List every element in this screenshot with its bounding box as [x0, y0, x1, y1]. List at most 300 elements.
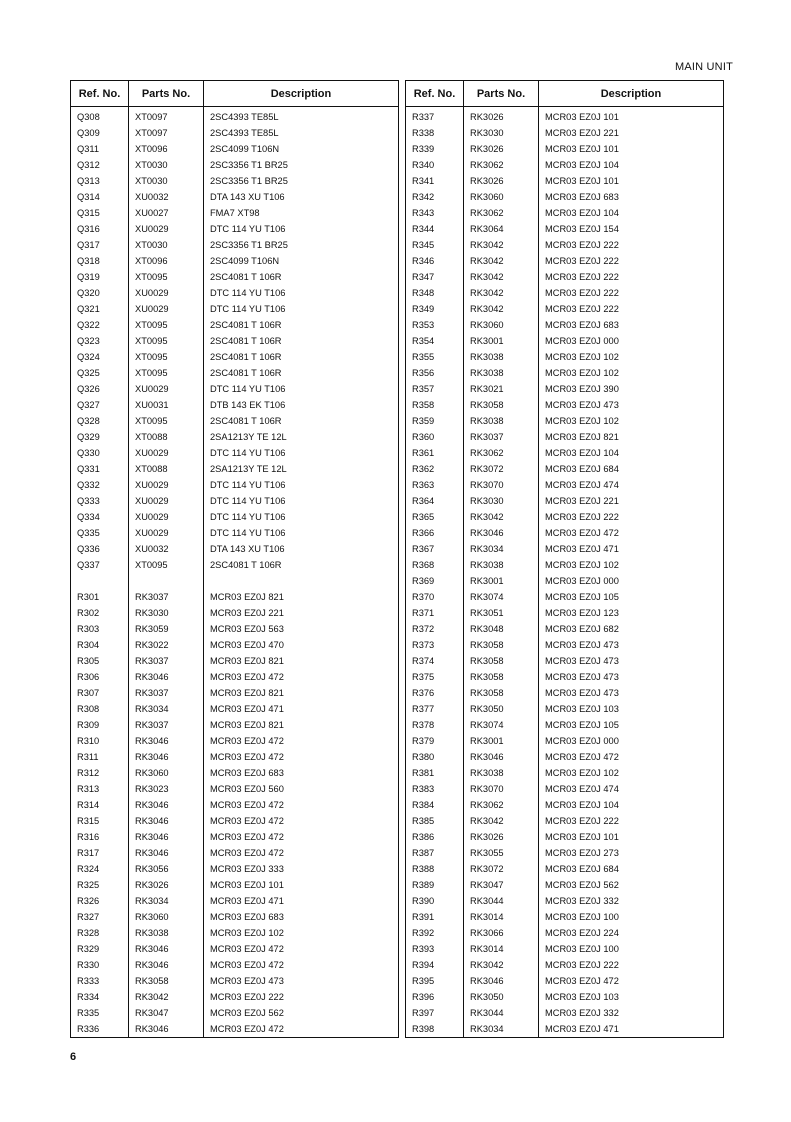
- ref-no-cell: R359: [412, 416, 435, 426]
- description-cell: MCR03 EZ0J 101: [539, 141, 724, 157]
- description-cell: MCR03 EZ0J 222: [539, 269, 724, 285]
- description-cell: MCR03 EZ0J 222: [539, 253, 724, 269]
- description-cell: MCR03 EZ0J 472: [204, 797, 399, 813]
- parts-no-cell: RK3021: [464, 381, 539, 397]
- ref-no-cell: Q315: [77, 208, 100, 218]
- description-cell: MCR03 EZ0J 472: [204, 733, 399, 749]
- parts-no-cell: RK3042: [464, 269, 539, 285]
- table-row: [71, 669, 399, 685]
- table-row: [71, 685, 399, 701]
- ref-no-cell: R385: [412, 816, 435, 826]
- parts-no-cell: XT0095: [129, 317, 204, 333]
- ref-no-cell: R361: [412, 448, 435, 458]
- parts-no-cell: RK3056: [129, 861, 204, 877]
- ref-no-cell: R302: [77, 608, 100, 618]
- table-row: [406, 941, 724, 957]
- parts-no-cell: RK3037: [464, 429, 539, 445]
- table-row: [406, 925, 724, 941]
- ref-no-cell: Q311: [77, 144, 100, 154]
- table-row: [406, 381, 724, 397]
- parts-no-cell: XU0029: [129, 221, 204, 237]
- parts-no-cell: RK3042: [464, 285, 539, 301]
- parts-no-cell: RK3064: [464, 221, 539, 237]
- ref-no-cell: R369: [412, 576, 435, 586]
- description-cell: 2SC3356 T1 BR25: [204, 237, 399, 253]
- description-cell: MCR03 EZ0J 332: [539, 893, 724, 909]
- parts-no-cell: XT0096: [129, 141, 204, 157]
- parts-no-cell: RK3072: [464, 861, 539, 877]
- parts-no-cell: RK3050: [464, 989, 539, 1005]
- parts-no-cell: RK3046: [129, 941, 204, 957]
- table-row: [406, 1021, 724, 1038]
- parts-no-cell: RK3038: [464, 349, 539, 365]
- description-cell: MCR03 EZ0J 100: [539, 941, 724, 957]
- parts-no-cell: XT0088: [129, 429, 204, 445]
- description-cell: 2SC4081 T 106R: [204, 269, 399, 285]
- description-cell: MCR03 EZ0J 821: [204, 717, 399, 733]
- parts-no-cell: RK3046: [464, 749, 539, 765]
- ref-no-cell: Q336: [77, 544, 100, 554]
- ref-no-cell: R338: [412, 128, 435, 138]
- ref-no-cell: R305: [77, 656, 100, 666]
- parts-no-cell: RK3034: [129, 701, 204, 717]
- description-cell: MCR03 EZ0J 472: [204, 957, 399, 973]
- description-cell: DTC 114 YU T106: [204, 477, 399, 493]
- description-header: Description: [204, 81, 399, 107]
- description-cell: MCR03 EZ0J 222: [204, 989, 399, 1005]
- table-row: [71, 381, 399, 397]
- description-cell: MCR03 EZ0J 222: [539, 285, 724, 301]
- parts-no-cell: RK3060: [129, 765, 204, 781]
- ref-no-cell: R397: [412, 1008, 435, 1018]
- ref-no-cell: R303: [77, 624, 100, 634]
- ref-no-cell: R365: [412, 512, 435, 522]
- table-row: [406, 877, 724, 893]
- parts-no-cell: RK3014: [464, 909, 539, 925]
- table-row: [406, 589, 724, 605]
- ref-no-cell: R362: [412, 464, 435, 474]
- ref-no-cell: R357: [412, 384, 435, 394]
- description-cell: MCR03 EZ0J 105: [539, 589, 724, 605]
- parts-no-cell: RK3044: [464, 1005, 539, 1021]
- parts-table-right: [405, 80, 724, 1038]
- ref-no-cell: R340: [412, 160, 435, 170]
- ref-no-cell: R301: [77, 592, 100, 602]
- parts-no-cell: RK3046: [129, 733, 204, 749]
- description-cell: DTC 114 YU T106: [204, 221, 399, 237]
- table-row: [406, 301, 724, 317]
- parts-no-cell: RK3048: [464, 621, 539, 637]
- ref-no-cell: Q313: [77, 176, 100, 186]
- table-row: [71, 445, 399, 461]
- ref-no-cell: R326: [77, 896, 100, 906]
- table-row: [71, 845, 399, 861]
- ref-no-cell: R306: [77, 672, 100, 682]
- description-cell: MCR03 EZ0J 563: [204, 621, 399, 637]
- description-cell: 2SC4081 T 106R: [204, 333, 399, 349]
- ref-no-cell: R336: [77, 1024, 100, 1034]
- parts-no-cell: RK3026: [464, 107, 539, 126]
- parts-no-cell: RK3030: [464, 493, 539, 509]
- parts-no-cell: XU0029: [129, 381, 204, 397]
- description-cell: FMA7 XT98: [204, 205, 399, 221]
- description-cell: 2SC4393 TE85L: [204, 107, 399, 126]
- table-row: [406, 365, 724, 381]
- table-row: [406, 333, 724, 349]
- ref-no-cell: R363: [412, 480, 435, 490]
- table-row: [406, 605, 724, 621]
- parts-no-cell: XU0031: [129, 397, 204, 413]
- ref-no-cell: R325: [77, 880, 100, 890]
- description-cell: MCR03 EZ0J 683: [204, 765, 399, 781]
- ref-no-cell: R390: [412, 896, 435, 906]
- table-header-row: [406, 81, 724, 107]
- table-row: [71, 349, 399, 365]
- ref-no-cell: Q309: [77, 128, 100, 138]
- table-row: [71, 813, 399, 829]
- ref-no-cell: R372: [412, 624, 435, 634]
- table-row: [71, 973, 399, 989]
- ref-no-cell: R341: [412, 176, 435, 186]
- ref-no-cell: Q328: [77, 416, 100, 426]
- parts-no-cell: RK3022: [129, 637, 204, 653]
- table-row: [406, 541, 724, 557]
- description-cell: DTC 114 YU T106: [204, 493, 399, 509]
- description-cell: MCR03 EZ0J 472: [204, 1021, 399, 1038]
- table-row: [406, 893, 724, 909]
- parts-no-cell: RK3060: [464, 189, 539, 205]
- ref-no-cell: R366: [412, 528, 435, 538]
- parts-no-cell: XT0095: [129, 333, 204, 349]
- description-cell: MCR03 EZ0J 684: [539, 861, 724, 877]
- ref-no-cell: Q314: [77, 192, 100, 202]
- ref-no-cell: R394: [412, 960, 435, 970]
- ref-no-cell: [71, 573, 129, 589]
- description-cell: MCR03 EZ0J 471: [204, 893, 399, 909]
- ref-no-cell: R330: [77, 960, 100, 970]
- parts-no-cell: RK3030: [129, 605, 204, 621]
- table-row: [71, 621, 399, 637]
- parts-table-left: [70, 80, 399, 1038]
- ref-no-cell: Q308: [77, 112, 100, 122]
- table-row: [71, 365, 399, 381]
- ref-no-cell: R314: [77, 800, 100, 810]
- parts-no-cell: XU0027: [129, 205, 204, 221]
- description-cell: MCR03 EZ0J 101: [204, 877, 399, 893]
- ref-no-cell: Q330: [77, 448, 100, 458]
- table-row: [71, 589, 399, 605]
- table-row: [71, 781, 399, 797]
- section-label: MAIN UNIT: [674, 61, 733, 73]
- description-cell: DTC 114 YU T106: [204, 445, 399, 461]
- parts-no-cell: XU0029: [129, 301, 204, 317]
- parts-no-cell: RK3046: [129, 797, 204, 813]
- ref-no-cell: R355: [412, 352, 435, 362]
- description-cell: MCR03 EZ0J 154: [539, 221, 724, 237]
- table-row: [406, 781, 724, 797]
- ref-no-cell: R353: [412, 320, 435, 330]
- ref-no-cell: Q326: [77, 384, 100, 394]
- description-cell: MCR03 EZ0J 473: [539, 653, 724, 669]
- description-cell: MCR03 EZ0J 472: [204, 845, 399, 861]
- ref-no-cell: R311: [77, 752, 99, 762]
- parts-no-cell: RK3038: [464, 557, 539, 573]
- table-row: [71, 173, 399, 189]
- table-row: [406, 829, 724, 845]
- parts-no-cell: XT0095: [129, 557, 204, 573]
- ref-no-cell: Q334: [77, 512, 100, 522]
- description-cell: MCR03 EZ0J 102: [539, 413, 724, 429]
- table-row: [406, 317, 724, 333]
- description-cell: MCR03 EZ0J 103: [539, 989, 724, 1005]
- table-row: [406, 573, 724, 589]
- description-cell: DTA 143 XU T106: [204, 541, 399, 557]
- ref-no-cell: Q333: [77, 496, 100, 506]
- parts-no-cell: RK3014: [464, 941, 539, 957]
- ref-no-cell: R342: [412, 192, 435, 202]
- description-cell: MCR03 EZ0J 821: [539, 429, 724, 445]
- parts-no-cell: XT0030: [129, 237, 204, 253]
- description-cell: MCR03 EZ0J 000: [539, 733, 724, 749]
- description-cell: DTB 143 EK T106: [204, 397, 399, 413]
- description-cell: MCR03 EZ0J 222: [539, 813, 724, 829]
- parts-no-cell: XU0029: [129, 445, 204, 461]
- description-cell: MCR03 EZ0J 471: [539, 1021, 724, 1038]
- table-row: [406, 989, 724, 1005]
- table-row: [406, 957, 724, 973]
- table-row: [406, 909, 724, 925]
- table-row: [406, 269, 724, 285]
- table-row: [406, 125, 724, 141]
- description-cell: MCR03 EZ0J 273: [539, 845, 724, 861]
- parts-no-cell: RK3046: [129, 813, 204, 829]
- ref-no-cell: Q322: [77, 320, 100, 330]
- table-row: [406, 845, 724, 861]
- parts-no-cell: XU0029: [129, 509, 204, 525]
- parts-no-cell: XT0097: [129, 125, 204, 141]
- description-cell: MCR03 EZ0J 821: [204, 589, 399, 605]
- parts-no-cell: XT0088: [129, 461, 204, 477]
- table-row: [71, 237, 399, 253]
- ref-no-cell: R395: [412, 976, 435, 986]
- description-cell: MCR03 EZ0J 333: [204, 861, 399, 877]
- table-row: [406, 749, 724, 765]
- table-row: [406, 557, 724, 573]
- parts-no-cell: XT0030: [129, 173, 204, 189]
- parts-no-cell: RK3030: [464, 125, 539, 141]
- ref-no-cell: R339: [412, 144, 435, 154]
- description-cell: MCR03 EZ0J 473: [539, 685, 724, 701]
- table-row: [406, 861, 724, 877]
- description-cell: MCR03 EZ0J 101: [539, 107, 724, 126]
- ref-no-cell: R334: [77, 992, 100, 1002]
- table-row: [406, 1005, 724, 1021]
- ref-no-cell: Q332: [77, 480, 100, 490]
- parts-no-cell: XU0029: [129, 477, 204, 493]
- description-cell: MCR03 EZ0J 332: [539, 1005, 724, 1021]
- description-cell: MCR03 EZ0J 472: [204, 749, 399, 765]
- description-cell: 2SC3356 T1 BR25: [204, 173, 399, 189]
- table-row: [406, 973, 724, 989]
- parts-no-cell: RK3058: [464, 653, 539, 669]
- table-row: [71, 701, 399, 717]
- parts-no-cell: XU0029: [129, 525, 204, 541]
- parts-no-cell: RK3001: [464, 333, 539, 349]
- parts-no-cell: RK3058: [129, 973, 204, 989]
- description-cell: 2SC4099 T106N: [204, 253, 399, 269]
- ref-no-cell: R389: [412, 880, 435, 890]
- parts-no-cell: RK3060: [129, 909, 204, 925]
- description-cell: MCR03 EZ0J 472: [539, 973, 724, 989]
- table-row: [71, 141, 399, 157]
- ref-no-cell: R370: [412, 592, 435, 602]
- parts-no-cell: RK3046: [129, 957, 204, 973]
- parts-no-cell: RK3058: [464, 397, 539, 413]
- table-row: [71, 957, 399, 973]
- table-row: [71, 461, 399, 477]
- ref-no-cell: R373: [412, 640, 435, 650]
- ref-no-cell: Q329: [77, 432, 100, 442]
- parts-no-cell: RK3034: [129, 893, 204, 909]
- ref-no-header: Ref. No.: [406, 81, 464, 107]
- table-row: [71, 317, 399, 333]
- parts-no-cell: [129, 573, 204, 589]
- table-row: [71, 797, 399, 813]
- parts-no-cell: XT0095: [129, 413, 204, 429]
- parts-no-cell: RK3026: [464, 173, 539, 189]
- parts-no-cell: RK3001: [464, 573, 539, 589]
- table-row: [71, 765, 399, 781]
- parts-no-cell: RK3046: [129, 829, 204, 845]
- description-cell: MCR03 EZ0J 562: [539, 877, 724, 893]
- ref-no-cell: R313: [77, 784, 100, 794]
- parts-no-cell: RK3060: [464, 317, 539, 333]
- parts-no-cell: RK3037: [129, 685, 204, 701]
- parts-no-cell: RK3047: [464, 877, 539, 893]
- parts-no-cell: XU0032: [129, 189, 204, 205]
- description-cell: MCR03 EZ0J 104: [539, 205, 724, 221]
- ref-no-cell: R360: [412, 432, 435, 442]
- table-row: [406, 653, 724, 669]
- ref-no-cell: R398: [412, 1024, 435, 1034]
- ref-no-cell: Q320: [77, 288, 100, 298]
- parts-no-cell: RK3074: [464, 589, 539, 605]
- table-row: [71, 605, 399, 621]
- description-cell: MCR03 EZ0J 390: [539, 381, 724, 397]
- table-row: [71, 637, 399, 653]
- parts-no-cell: RK3062: [464, 445, 539, 461]
- ref-no-cell: R304: [77, 640, 100, 650]
- description-cell: MCR03 EZ0J 102: [539, 557, 724, 573]
- table-row: [71, 205, 399, 221]
- description-cell: MCR03 EZ0J 472: [539, 525, 724, 541]
- ref-no-cell: R367: [412, 544, 435, 554]
- parts-no-header: Parts No.: [129, 81, 204, 107]
- description-cell: MCR03 EZ0J 470: [204, 637, 399, 653]
- table-row: [71, 541, 399, 557]
- parts-no-cell: RK3026: [464, 829, 539, 845]
- description-cell: MCR03 EZ0J 682: [539, 621, 724, 637]
- ref-no-cell: Q324: [77, 352, 100, 362]
- ref-no-cell: R344: [412, 224, 435, 234]
- description-cell: MCR03 EZ0J 224: [539, 925, 724, 941]
- ref-no-cell: R308: [77, 704, 100, 714]
- table-row: [406, 237, 724, 253]
- parts-no-cell: RK3058: [464, 685, 539, 701]
- description-cell: MCR03 EZ0J 222: [539, 237, 724, 253]
- description-cell: 2SC4081 T 106R: [204, 557, 399, 573]
- description-cell: MCR03 EZ0J 222: [539, 509, 724, 525]
- ref-no-cell: R368: [412, 560, 435, 570]
- parts-no-cell: RK3026: [464, 141, 539, 157]
- table-row: [406, 157, 724, 173]
- table-row: [406, 349, 724, 365]
- description-cell: MCR03 EZ0J 472: [204, 941, 399, 957]
- description-cell: DTC 114 YU T106: [204, 381, 399, 397]
- page-number: 6: [70, 1051, 77, 1063]
- parts-no-cell: RK3042: [464, 813, 539, 829]
- table-row: [406, 797, 724, 813]
- table-row: [71, 1005, 399, 1021]
- table-row: [71, 941, 399, 957]
- parts-no-cell: RK3038: [464, 365, 539, 381]
- description-cell: MCR03 EZ0J 102: [204, 925, 399, 941]
- ref-no-cell: R312: [77, 768, 100, 778]
- table-row: [71, 429, 399, 445]
- description-cell: MCR03 EZ0J 123: [539, 605, 724, 621]
- description-cell: 2SC4081 T 106R: [204, 413, 399, 429]
- table-row: [71, 749, 399, 765]
- table-row: [406, 701, 724, 717]
- parts-table-left-body: [71, 107, 399, 1038]
- description-cell: MCR03 EZ0J 683: [539, 189, 724, 205]
- ref-no-cell: R327: [77, 912, 100, 922]
- description-cell: 2SC4081 T 106R: [204, 349, 399, 365]
- ref-no-cell: R310: [77, 736, 100, 746]
- description-cell: MCR03 EZ0J 562: [204, 1005, 399, 1021]
- ref-no-cell: R317: [77, 848, 100, 858]
- parts-no-cell: XT0095: [129, 349, 204, 365]
- description-cell: MCR03 EZ0J 104: [539, 797, 724, 813]
- description-cell: DTC 114 YU T106: [204, 509, 399, 525]
- ref-no-cell: R307: [77, 688, 100, 698]
- parts-no-cell: RK3062: [464, 797, 539, 813]
- description-cell: DTA 143 XU T106: [204, 189, 399, 205]
- description-cell: 2SA1213Y TE 12L: [204, 461, 399, 477]
- description-cell: MCR03 EZ0J 472: [539, 749, 724, 765]
- parts-no-cell: RK3034: [464, 541, 539, 557]
- description-cell: MCR03 EZ0J 474: [539, 781, 724, 797]
- description-cell: MCR03 EZ0J 105: [539, 717, 724, 733]
- ref-no-cell: Q323: [77, 336, 100, 346]
- parts-no-cell: RK3050: [464, 701, 539, 717]
- description-cell: MCR03 EZ0J 473: [539, 669, 724, 685]
- parts-no-cell: RK3047: [129, 1005, 204, 1021]
- ref-no-cell: Q319: [77, 272, 100, 282]
- table-row: [406, 765, 724, 781]
- ref-no-cell: R376: [412, 688, 435, 698]
- parts-no-cell: RK3046: [464, 973, 539, 989]
- ref-no-cell: R371: [412, 608, 435, 618]
- table-row: [71, 397, 399, 413]
- table-row: [71, 157, 399, 173]
- description-cell: MCR03 EZ0J 472: [204, 669, 399, 685]
- ref-no-cell: Q331: [77, 464, 100, 474]
- parts-no-cell: RK3042: [129, 989, 204, 1005]
- description-cell: [204, 573, 399, 589]
- ref-no-cell: R335: [77, 1008, 100, 1018]
- ref-no-cell: Q337: [77, 560, 100, 570]
